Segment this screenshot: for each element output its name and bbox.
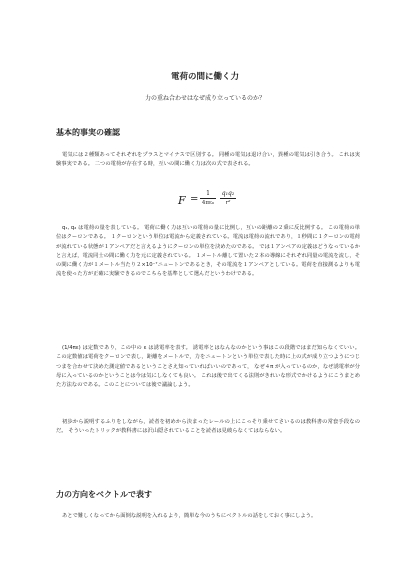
paragraph-permittivity: (1/4πε) は定数であり，この中の ε は誘電率を表す。 誘電率とはなんなのかという事はこの段階ではまだ知らなくていい。 この定数値は電荷をクーロンで表し，距離をメートルで，力をニュートンという単位で表した時に上の式が成り立つようにつじつまを合わせて決めた測定値であるということさえ知っていればいいのであって， なぜ４π が入っているのか，なぜ誘電率が分母に入っているのかということは今は気にしなくても良い。 これは後で出てくる法則がきれいな形式でかけるようにこうまとめた方法なのである。このことについては後で議論しよう。 — [56, 345, 360, 389]
section-heading-basic-facts: 基本的事実の確認 — [56, 128, 120, 137]
paragraph-charge-units: q₁, q₂ は電荷の量を表している。 電荷に働く力は互いの電荷の量に比例し，互いの距離の２乗に反比例する。 この電荷の単位はクーロンである。 １クーロンという単位は電流から定義されている。電流は電荷の流れであり，１秒間に１クーロンの電荷が流れている状態が１アンペアだと言えるようにクーロンの単位を決めたのである。 では１アンペアの定義はどうなっているかと言えば，電流同士の間に働く力を元に定義されている。 １メートル離して置いた２本の導線にそれぞれ同量の電流を流し，その間に働く力が１メートル当たり２×10⁻⁷ニュートンであるとき，その電流を１アンペアとしている。電荷を直接測るよりも電流を使った方が正確に実験できるのでこちらを基準として選んだというわけである。 — [56, 225, 360, 278]
coulomb-formula — [170, 189, 250, 213]
formula-charge-denominator: r² — [225, 200, 231, 206]
formula-charge-fraction — [220, 190, 236, 207]
paragraph-vector-intro: あとで難しくなってから面倒な説明を入れるより，簡単な今のうちにベクトルの話をしておく事にしよう。 — [62, 513, 317, 519]
section-heading-vector: 力の方向をベクトルで表す — [56, 490, 152, 499]
page-title: 電荷の間に働く力 — [170, 72, 239, 82]
formula-constant-fraction — [200, 190, 216, 207]
paragraph-textbook-tricks: 初歩から説明するふりをしながら，読者を初めから決まったレールの上にこっそり乗せてさいるのは教科書の常套手段なのだ。 そういったトリックが教科書には沢山隠されていることを読者は見破らなくてはならない。 — [56, 419, 360, 435]
formula-constant-numerator: 1 — [200, 190, 216, 199]
formula-charge-numerator: q₁q₂ — [221, 190, 235, 197]
page-subtitle: 力の重ね合わせはなぜ成り立っているのか？ — [144, 95, 265, 102]
formula-lhs: F — [178, 194, 186, 207]
paragraph-intro: 電気には２種類あってそれぞれをプラスとマイナスで区別する。 同種の電気は退け合い，異種の電気は引き合う。 これは実験事実である。 二つの電荷が存在する時，互いの間に働く力は次の式で表される。 — [56, 152, 360, 168]
formula-constant-denominator: 4πε₀ — [201, 200, 215, 206]
formula-equals: = — [190, 194, 199, 205]
